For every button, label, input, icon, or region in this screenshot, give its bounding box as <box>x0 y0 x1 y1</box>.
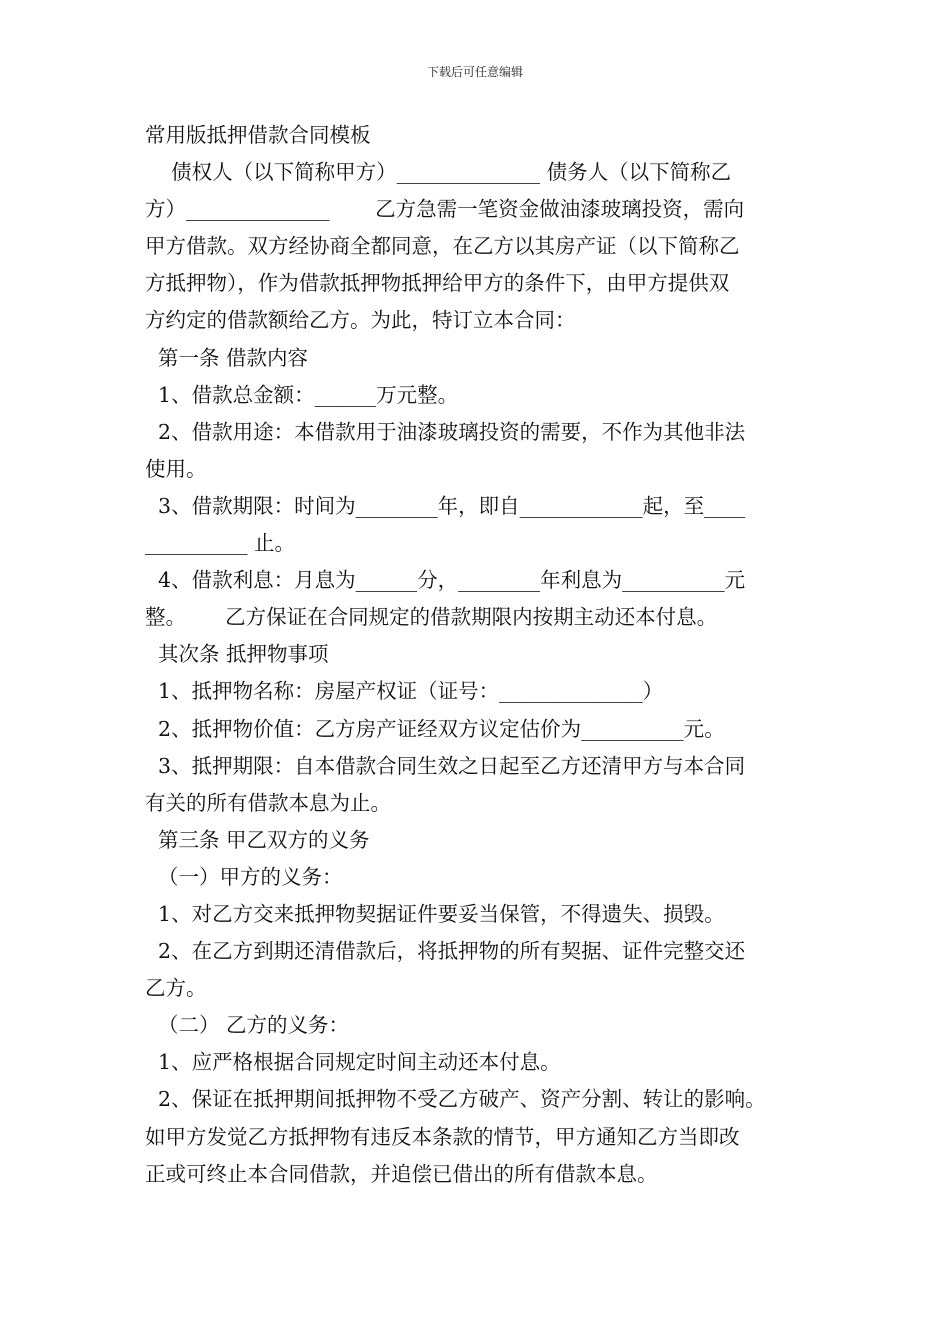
clause-line: 2、保证在抵押期间抵押物不受乙方破产、资产分割、转让的影响。 <box>145 1087 766 1112</box>
clause-line: 1、借款总金额：______万元整。 <box>145 382 459 407</box>
clause-line: 如甲方发觉乙方抵押物有违反本条款的情节，甲方通知乙方当即改 <box>145 1124 740 1149</box>
clause-line: 2、借款用途：本借款用于油漆玻璃投资的需要，不作为其他非法 <box>145 419 746 444</box>
document-title: 常用版抵押借款合同模板 <box>145 123 371 147</box>
paragraph-line: 甲方借款。双方经协商全都同意，在乙方以其房产证（以下简称乙 <box>145 234 740 259</box>
page-header-note: 下载后可任意编辑 <box>426 65 523 79</box>
paragraph-line: 方抵押物），作为借款抵押物抵押给甲方的条件下，由甲方提供双 <box>145 271 730 296</box>
contract-document <box>145 117 810 1193</box>
clause-line: __________ 止。 <box>145 531 296 556</box>
clause-line: 3、抵押期限：自本借款合同生效之日起至乙方还清甲方与本合同 <box>145 753 746 778</box>
section-heading: 第三条 甲乙双方的义务 <box>145 827 370 852</box>
clause-line: 3、借款期限：时间为________年，即自____________起，至____ <box>145 493 746 518</box>
clause-line: 有关的所有借款本息为止。 <box>145 790 391 815</box>
section-heading: 第一条 借款内容 <box>145 345 309 370</box>
clause-line: 1、对乙方交来抵押物契据证件要妥当保管，不得遗失、损毁。 <box>145 901 725 926</box>
clause-line: 乙方。 <box>145 976 207 1001</box>
clause-line: 2、在乙方到期还清借款后，将抵押物的所有契据、证件完整交还 <box>145 939 746 964</box>
clause-line: 整。 乙方保证在合同规定的借款期限内按期主动还本付息。 <box>145 605 718 630</box>
clause-line: 正或可终止本合同借款，并追偿已借出的所有借款本息。 <box>145 1161 658 1186</box>
clause-line: 1、应严格根据合同规定时间主动还本付息。 <box>145 1050 561 1075</box>
subsection-heading: （二） 乙方的义务： <box>145 1013 350 1038</box>
clause-line: 使用。 <box>145 456 207 481</box>
paragraph-line: 方约定的借款额给乙方。为此，特订立本合同： <box>145 308 576 333</box>
clause-line: 4、借款利息：月息为______分，________年利息为__________元 <box>145 568 746 593</box>
clause-line: 2、抵押物价值：乙方房产证经双方议定估价为__________元。 <box>145 716 725 741</box>
paragraph-line: 方）______________ 乙方急需一笔资金做油漆玻璃投资，需向 <box>145 197 745 222</box>
clause-line: 1、抵押物名称：房屋产权证（证号：______________） <box>145 679 664 704</box>
section-heading: 其次条 抵押物事项 <box>145 642 329 667</box>
subsection-heading: （一）甲方的义务： <box>145 864 343 889</box>
paragraph-line: 债权人（以下简称甲方）______________ 债务人（以下简称乙 <box>145 160 732 185</box>
